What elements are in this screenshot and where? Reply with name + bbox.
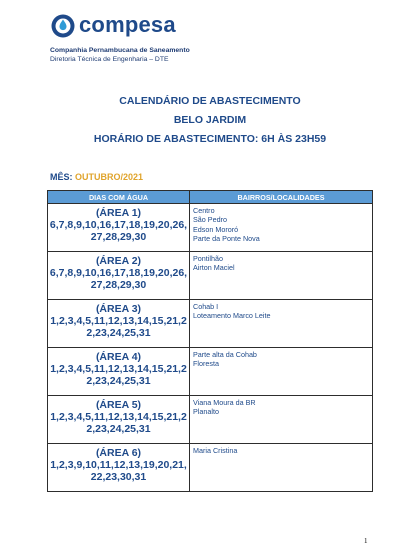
area-label: (ÁREA 6) xyxy=(95,447,142,459)
days-cell xyxy=(48,252,190,300)
places-cell xyxy=(190,300,373,348)
title-schedule: HORÁRIO DE ABASTECIMENTO: 6H ÀS 23H59 xyxy=(93,133,327,145)
days-cell xyxy=(48,300,190,348)
area-label: (ÁREA 3) xyxy=(95,303,142,315)
days-cell xyxy=(48,204,190,252)
table-row xyxy=(48,300,373,348)
compesa-logo xyxy=(50,12,176,38)
title-city: BELO JARDIM xyxy=(173,114,247,126)
place-name: Cohab I xyxy=(193,302,219,311)
water-days: 1,2,3,9,10,11,12,13,19,20,21,22,23,30,31 xyxy=(50,459,187,483)
month-value: OUTUBRO/2021 xyxy=(75,172,144,182)
document-titles xyxy=(0,92,420,149)
places-cell xyxy=(190,396,373,444)
table-row xyxy=(48,348,373,396)
places-cell xyxy=(190,252,373,300)
water-days: 6,7,8,9,10,16,17,18,19,20,26,27,28,29,30 xyxy=(49,267,188,291)
table-row xyxy=(48,444,373,492)
places-cell xyxy=(190,348,373,396)
days-cell xyxy=(48,348,190,396)
table-row xyxy=(48,252,373,300)
place-name: Floresta xyxy=(193,359,219,369)
place-name: São Pedro xyxy=(193,215,227,225)
water-days: 1,2,3,4,5,11,12,13,14,15,21,22,23,24,25,31 xyxy=(50,363,187,387)
table-row xyxy=(48,396,373,444)
days-cell xyxy=(48,396,190,444)
header-days: DIAS COM ÁGUA xyxy=(48,191,190,204)
page-number: 1 xyxy=(364,537,368,545)
area-label: (ÁREA 2) xyxy=(95,255,142,267)
brand-name: compesa xyxy=(79,12,176,37)
places-cell xyxy=(190,444,373,492)
month-label: MÊS: xyxy=(50,172,73,182)
place-name: Parte da Ponte Nova xyxy=(193,234,260,244)
supply-schedule-table xyxy=(47,190,373,492)
organization-info xyxy=(50,47,190,64)
place-name: Planalto xyxy=(193,407,219,417)
header-places: BAIRROS/LOCALIDADES xyxy=(190,191,373,204)
table-body xyxy=(48,204,373,492)
water-days: 1,2,3,4,5,11,12,13,14,15,21,22,23,24,25,31 xyxy=(50,315,187,339)
days-cell xyxy=(48,444,190,492)
table-row xyxy=(48,204,373,252)
place-name: Pontilhão xyxy=(193,254,223,263)
place-name: Parte alta da Cohab xyxy=(193,350,257,359)
place-name: Loteamento Marco Leite xyxy=(193,311,271,321)
places-cell xyxy=(190,204,373,252)
water-days: 6,7,8,9,10,16,17,18,19,20,26,27,28,29,30 xyxy=(49,219,188,243)
table-header-row xyxy=(48,191,373,204)
water-days: 1,2,3,4,5,11,12,13,14,15,21,22,23,24,25,31 xyxy=(50,411,187,435)
title-calendar: CALENDÁRIO DE ABASTECIMENTO xyxy=(119,95,301,107)
month-line xyxy=(50,172,143,182)
area-label: (ÁREA 5) xyxy=(95,399,142,411)
place-name: Centro xyxy=(193,206,215,215)
place-name: Edson Mororó xyxy=(193,224,239,234)
place-name: Airton Maciel xyxy=(193,263,235,273)
place-name: Viana Moura da BR xyxy=(193,398,256,407)
area-label: (ÁREA 1) xyxy=(95,207,142,219)
department-name: Diretoria Técnica de Engenharia – DTE xyxy=(50,55,169,63)
organization-name: Companhia Pernambucana de Saneamento xyxy=(50,47,190,54)
area-label: (ÁREA 4) xyxy=(95,351,142,363)
place-name: Maria Cristina xyxy=(193,446,238,455)
water-drop-logo-icon xyxy=(50,12,76,38)
